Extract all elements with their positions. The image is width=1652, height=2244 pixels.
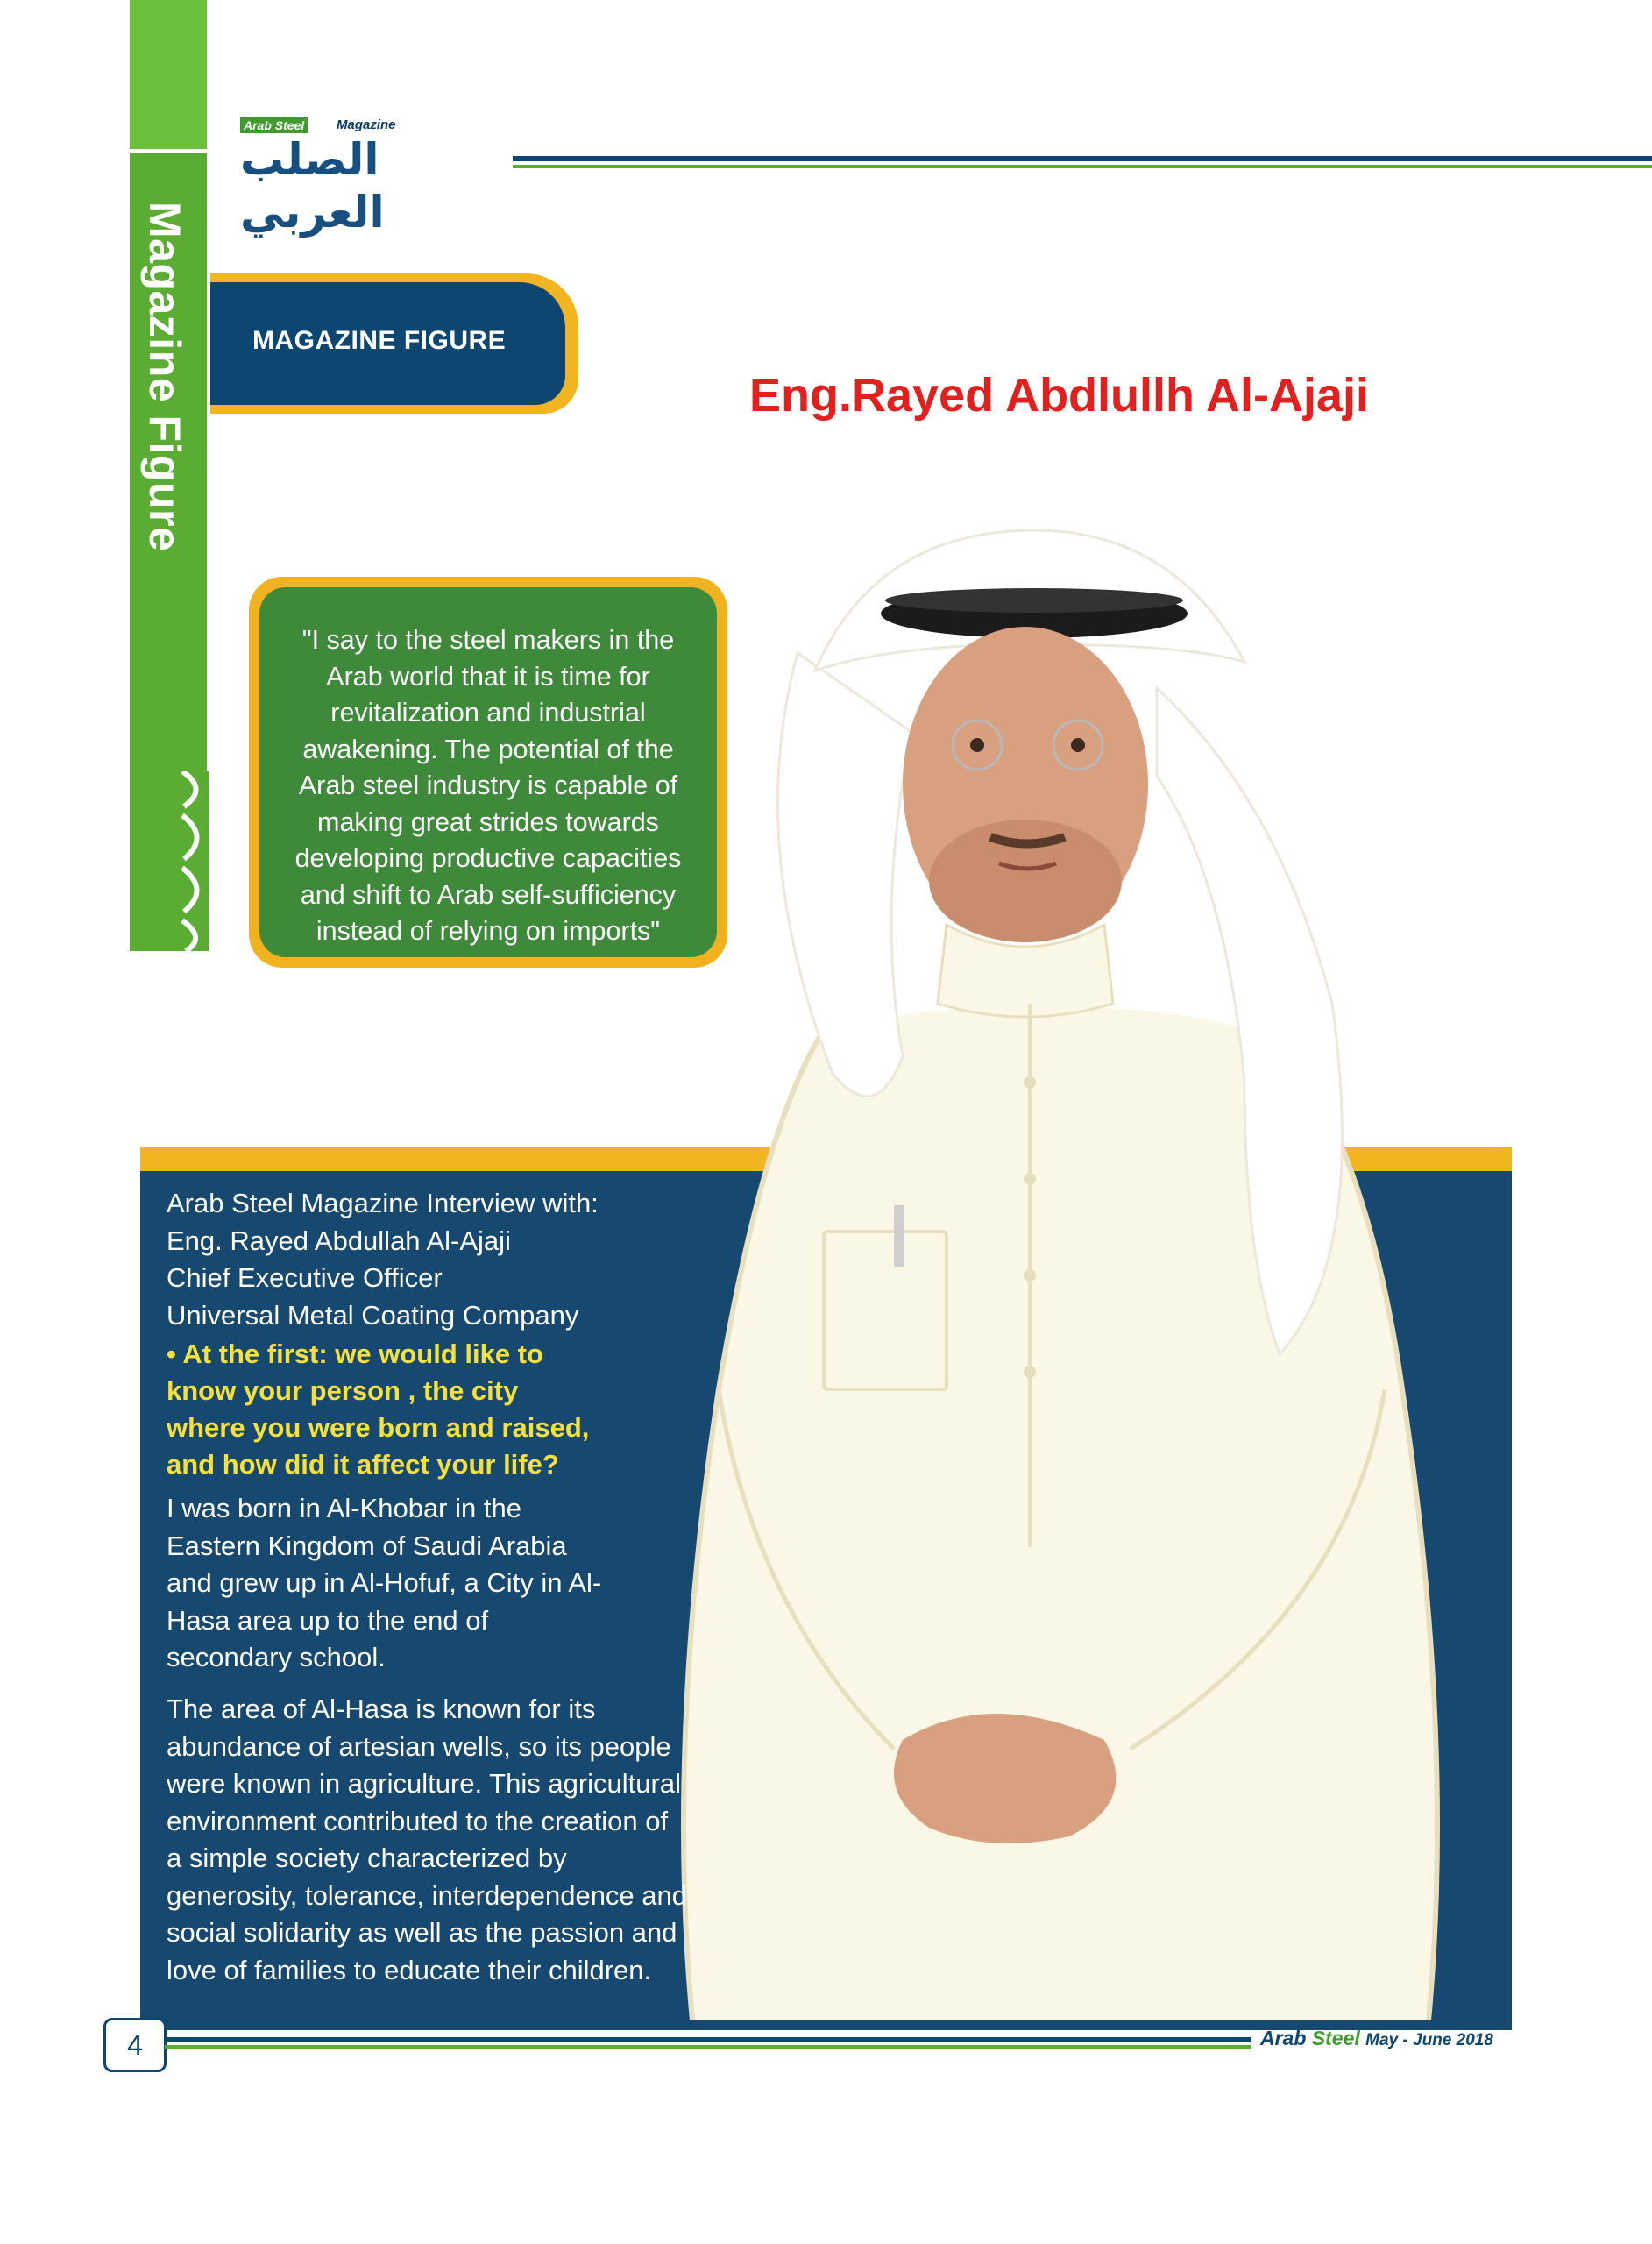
quote-line: "I say to the steel makers in the: [301, 625, 675, 655]
answer-line: love of families to educate their children.: [167, 1954, 652, 1985]
logo-tag: Arab Steel: [240, 117, 308, 133]
intro-line: Eng. Rayed Abdullah Al-Ajaji: [167, 1225, 511, 1256]
logo-tag-magazine: Magazine: [337, 117, 396, 132]
portrait-photo: [613, 513, 1490, 2020]
sidebar-decoration: [130, 771, 209, 951]
answer-line: environment contributed to the creation of: [167, 1805, 669, 1836]
logo-arabic: الصلب العربي: [240, 134, 385, 238]
answer-line: and grew up in Al-Hofuf, a City in Al-: [167, 1567, 602, 1598]
answer-line: a simple society characterized by: [167, 1843, 567, 1873]
answer-line: Eastern Kingdom of Saudi Arabia: [167, 1530, 567, 1561]
sidebar-cap: [130, 0, 207, 153]
intro-line: Chief Executive Officer: [167, 1262, 443, 1293]
answer-line: secondary school.: [167, 1642, 386, 1672]
intro-line: Universal Metal Coating Company: [167, 1299, 579, 1331]
footer-issue: May - June 2018: [1365, 2031, 1493, 2049]
intro-line: Arab Steel Magazine Interview with:: [167, 1188, 599, 1218]
footer-brand: [1260, 2027, 1493, 2050]
interview-question: [167, 1336, 657, 1483]
section-tab-label: MAGAZINE FIGURE: [252, 326, 507, 355]
question-line: and how did it affect your life?: [167, 1449, 559, 1480]
question-line: know your person , the city: [167, 1375, 519, 1406]
section-tab: [210, 273, 578, 414]
quote-line: Arab world that it is time for: [326, 661, 650, 692]
quote-line: making great strides towards: [317, 806, 659, 837]
answer-line: were known in agriculture. This agricultural: [167, 1768, 681, 1799]
answer-line: Hasa area up to the end of: [167, 1604, 489, 1636]
quote-line: and shift to Arab self-sufficiency: [300, 879, 677, 910]
section-tab-body: [210, 282, 565, 405]
answer-line: social solidarity as well as the passion and: [167, 1917, 677, 1948]
quote-line: awakening. The potential of the: [302, 734, 674, 764]
header-rule: [513, 151, 1652, 177]
page-title: Eng.Rayed Abdlullh Al-Ajaji: [749, 369, 1370, 422]
footer-brand-arab: Arab: [1260, 2027, 1307, 2049]
interview-intro: [167, 1185, 710, 1334]
quote-line: instead of relying on imports": [316, 916, 661, 946]
interview-answer-paragraph-1: [167, 1490, 657, 1677]
answer-line: abundance of artesian wells, so its people: [167, 1730, 671, 1762]
quote-line: Arab steel industry is capable of: [298, 770, 678, 800]
answer-line: I was born in Al-Khobar in the: [167, 1493, 521, 1523]
footer-brand-steel: Steel: [1311, 2027, 1360, 2049]
interview-answer-paragraph-2: [167, 1691, 736, 1989]
sidebar-label-text: Magazine Figure: [140, 202, 189, 552]
page-number: 4: [127, 2029, 143, 2061]
magazine-logo: [240, 117, 507, 238]
quote-line: developing productive capacities: [294, 843, 682, 873]
question-line: • At the first: we would like to: [167, 1339, 543, 1369]
answer-line: generosity, tolerance, interdependence and: [167, 1879, 688, 1911]
quote-line: revitalization and industrial: [330, 698, 646, 728]
question-line: where you were born and raised,: [167, 1412, 590, 1443]
page-number-box: [103, 2018, 167, 2072]
footer-rule: [165, 2032, 1251, 2058]
answer-line: The area of Al-Hasa is known for its: [167, 1694, 596, 1724]
